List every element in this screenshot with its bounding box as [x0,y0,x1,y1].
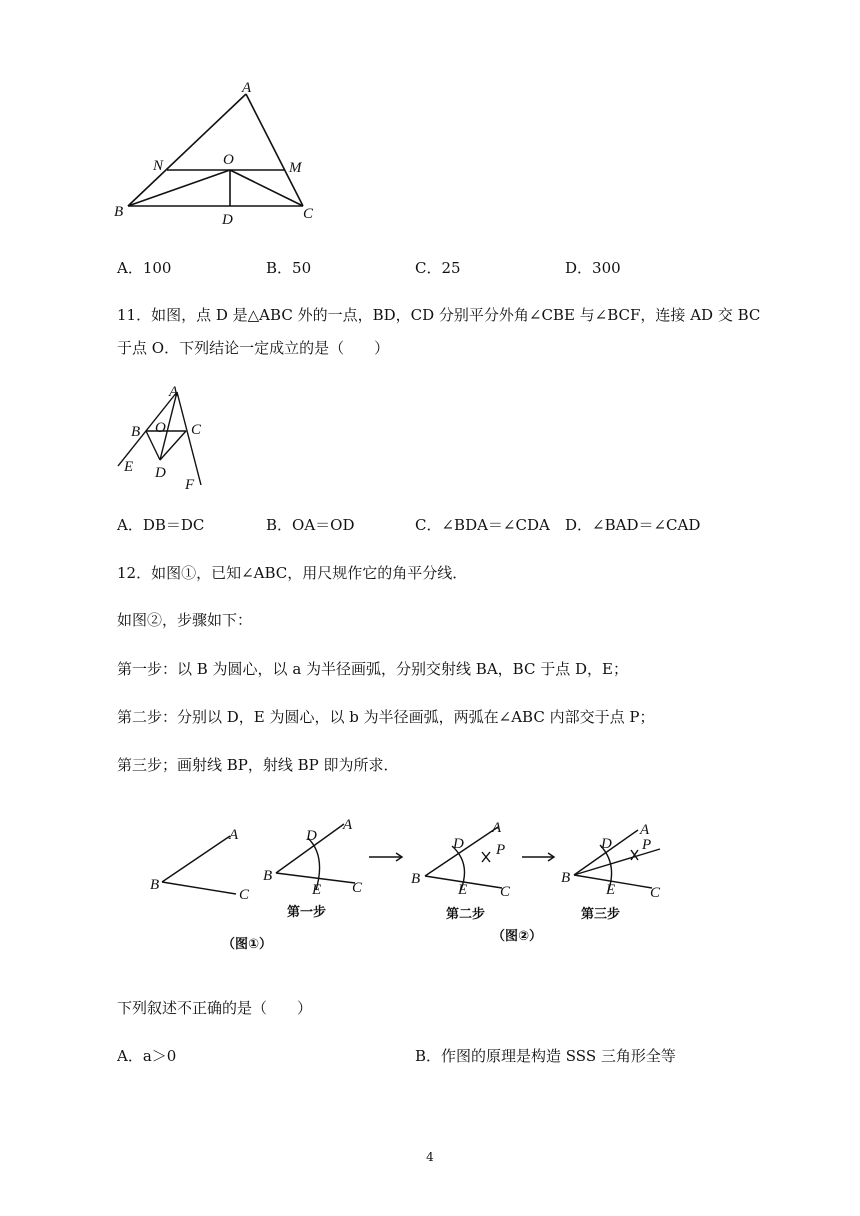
q12-s2-label-p: P [496,842,506,858]
q10-label-m: M [289,160,302,176]
q12-s3-label-c: C [650,885,661,901]
q11-option-b[interactable]: B．OA＝OD [266,516,355,534]
q12-s1-label-d: D [306,828,317,844]
q12-caption-step1: 第一步 [287,905,327,920]
q11-label-o: O [155,420,166,436]
q12-fig1-label-b: B [150,877,160,893]
q12-s3-label-d: D [601,836,612,852]
q12-stem-line2: 如图②，步骤如下： [117,611,253,629]
q11-figure [115,382,225,494]
q12-caption-fig2: （图②） [492,929,543,944]
q12-step1-text: 第一步：以 B 为圆心，以 a 为半径画弧，分别交射线 BA，BC 于点 D，E； [117,660,628,678]
q12-prompt: 下列叙述不正确的是（ ） [117,999,313,1017]
q12-fig1-label-a: A [229,827,239,843]
q10-label-d: D [222,212,233,228]
q12-s3-label-p: P [642,837,652,853]
q12-s3-label-b: B [561,870,571,886]
q12-s2-label-c: C [500,884,511,900]
q12-caption-step3: 第三步 [581,907,621,922]
q10-option-d[interactable]: D．300 [565,259,621,277]
q11-option-a[interactable]: A．DB＝DC [117,516,205,534]
q12-s2-label-b: B [411,871,421,887]
q12-s1-label-b: B [263,868,273,884]
q12-s3-label-a: A [640,822,650,838]
q10-label-a: A [242,80,252,96]
q11-label-f: F [185,477,195,493]
q12-s3-label-e: E [606,882,616,898]
page-number: 4 [426,1150,434,1164]
q12-caption-step2: 第二步 [446,907,486,922]
q12-step2-text: 第二步：分别以 D，E 为圆心，以 b 为半径画弧，两弧在∠ABC 内部交于点 P； [117,708,655,726]
q12-caption-fig1: （图①） [222,937,273,952]
q12-fig1-label-c: C [239,887,250,903]
q12-option-b[interactable]: B．作图的原理是构造 SSS 三角形全等 [415,1047,676,1065]
q12-s1-label-c: C [352,880,363,896]
q10-figure [110,78,340,238]
q12-step3-text: 第三步；画射线 BP，射线 BP 即为所求． [117,756,399,774]
q12-option-a[interactable]: A．a＞0 [117,1047,177,1065]
q11-label-e: E [124,459,134,475]
q11-label-b: B [131,424,141,440]
q12-s1-label-a: A [343,817,353,833]
q12-figure [140,812,680,962]
q10-label-n: N [153,158,164,174]
q10-option-c[interactable]: C．25 [415,259,461,277]
q12-stem-line1: 12．如图①，已知∠ABC，用尺规作它的角平分线． [117,564,468,582]
q11-option-d[interactable]: D．∠BAD＝∠CAD [565,516,701,534]
q10-label-b: B [114,204,124,220]
q10-option-b[interactable]: B．50 [266,259,312,277]
q10-label-c: C [303,206,314,222]
q11-stem-line2: 于点 O．下列结论一定成立的是（ ） [117,339,390,357]
q10-option-a[interactable]: A．100 [117,259,172,277]
q11-stem-line1: 11．如图，点 D 是△ABC 外的一点，BD，CD 分别平分外角∠CBE 与∠BCF，连接 AD 交 BC [117,306,761,324]
q11-option-c[interactable]: C．∠BDA＝∠CDA [415,516,550,534]
q12-s2-label-e: E [458,882,468,898]
q12-s1-label-e: E [312,882,322,898]
q11-label-c: C [191,422,202,438]
q11-label-d: D [155,465,166,481]
q12-s2-label-d: D [453,836,464,852]
q12-s2-label-a: A [492,820,502,836]
q10-label-o: O [223,152,234,168]
q11-label-a: A [169,384,179,400]
